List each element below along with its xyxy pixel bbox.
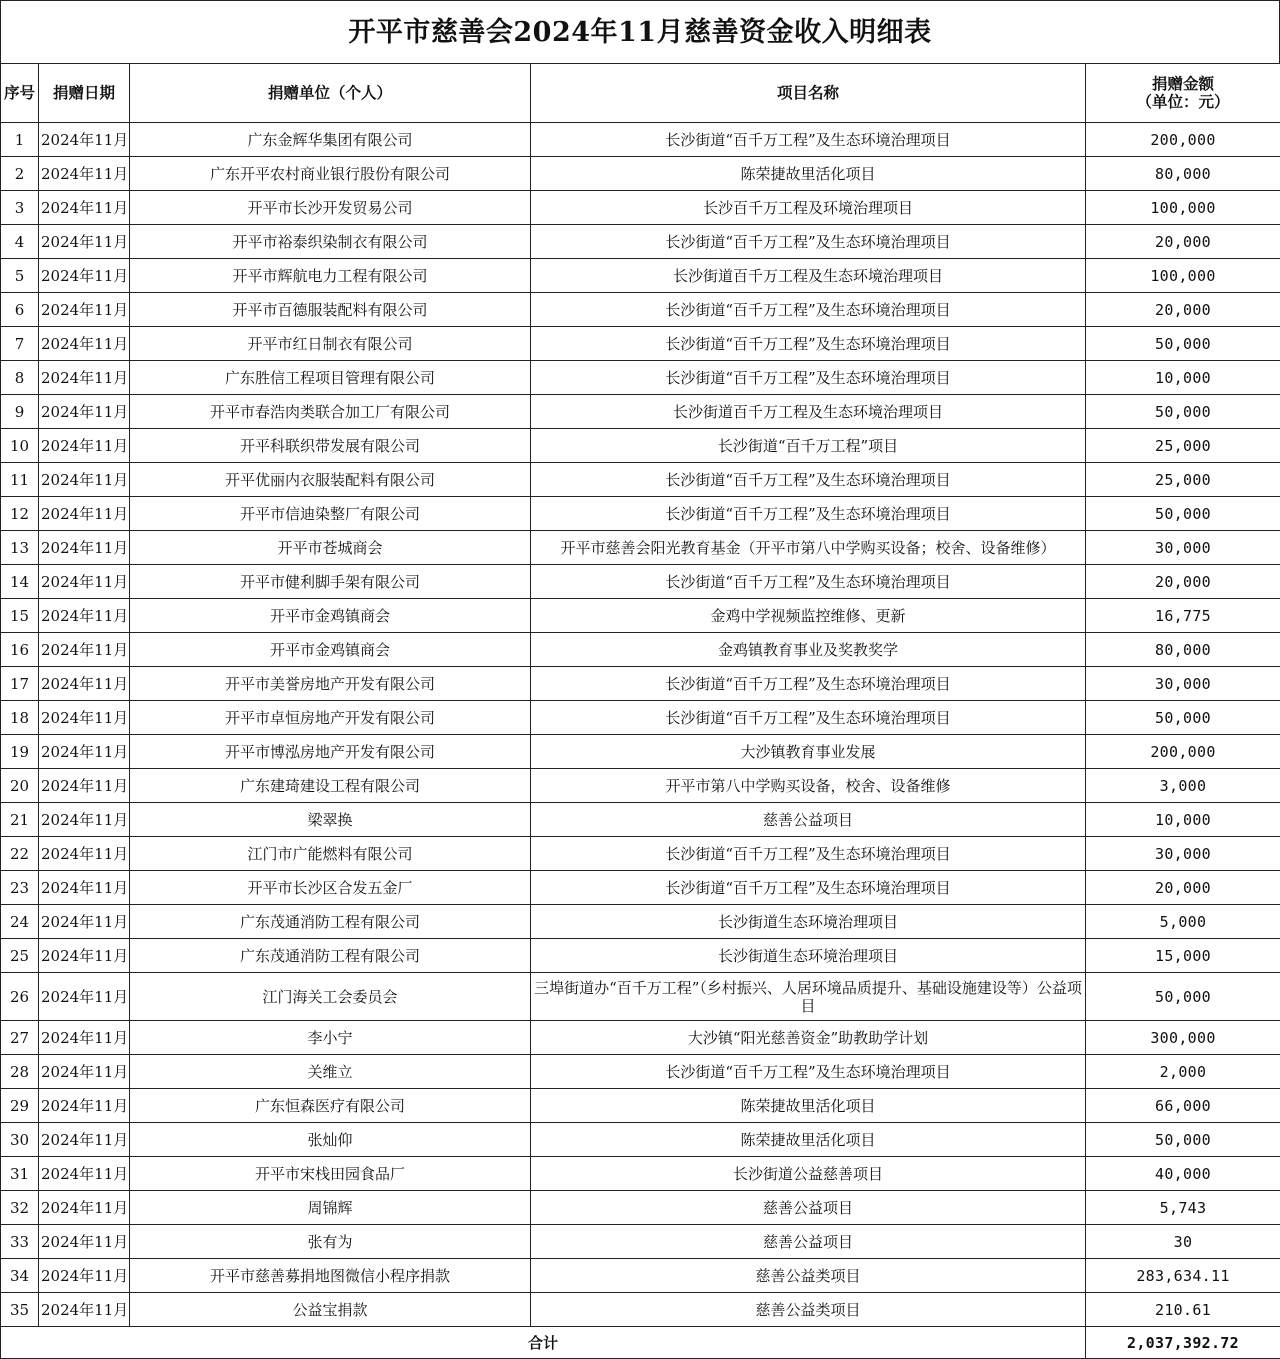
cell-no: 22 [1,837,39,871]
cell-no: 24 [1,905,39,939]
cell-date: 2024年11月 [39,871,130,905]
cell-donor: 开平市金鸡镇商会 [130,599,531,633]
cell-project: 长沙街道“百千万工程”及生态环境治理项目 [531,701,1086,735]
page-title: 开平市慈善会2024年11月慈善资金收入明细表 [0,0,1280,63]
table-row [1,531,1280,565]
cell-no: 8 [1,361,39,395]
cell-project: 陈荣捷故里活化项目 [531,157,1086,191]
cell-donor: 广东建琦建设工程有限公司 [130,769,531,803]
cell-no: 30 [1,1123,39,1157]
cell-amount: 2,000 [1086,1055,1280,1089]
cell-no: 5 [1,259,39,293]
cell-date: 2024年11月 [39,565,130,599]
table-row [1,157,1280,191]
table-row [1,599,1280,633]
cell-amount: 80,000 [1086,633,1280,667]
cell-amount: 10,000 [1086,803,1280,837]
cell-amount: 100,000 [1086,191,1280,225]
cell-project: 慈善公益项目 [531,1225,1086,1259]
cell-no: 34 [1,1259,39,1293]
cell-no: 27 [1,1021,39,1055]
cell-date: 2024年11月 [39,905,130,939]
table-row [1,633,1280,667]
table-row [1,769,1280,803]
cell-no: 20 [1,769,39,803]
table-row [1,1259,1280,1293]
cell-no: 15 [1,599,39,633]
cell-date: 2024年11月 [39,191,130,225]
cell-date: 2024年11月 [39,327,130,361]
cell-date: 2024年11月 [39,803,130,837]
cell-date: 2024年11月 [39,293,130,327]
cell-amount: 30,000 [1086,531,1280,565]
cell-date: 2024年11月 [39,939,130,973]
cell-donor: 开平市百德服装配料有限公司 [130,293,531,327]
cell-donor: 广东茂通消防工程有限公司 [130,905,531,939]
cell-project: 陈荣捷故里活化项目 [531,1089,1086,1123]
cell-date: 2024年11月 [39,531,130,565]
cell-project: 长沙街道“百千万工程”及生态环境治理项目 [531,497,1086,531]
table-row [1,905,1280,939]
cell-amount: 20,000 [1086,871,1280,905]
table-row [1,1293,1280,1327]
table-row [1,191,1280,225]
cell-no: 33 [1,1225,39,1259]
cell-donor: 张有为 [130,1225,531,1259]
cell-date: 2024年11月 [39,259,130,293]
cell-date: 2024年11月 [39,1293,130,1327]
cell-project: 长沙街道“百千万工程”及生态环境治理项目 [531,327,1086,361]
cell-project: 长沙街道百千万工程及生态环境治理项目 [531,259,1086,293]
cell-donor: 江门市广能燃料有限公司 [130,837,531,871]
cell-donor: 关维立 [130,1055,531,1089]
cell-amount: 25,000 [1086,429,1280,463]
cell-no: 25 [1,939,39,973]
cell-no: 26 [1,973,39,1021]
cell-date: 2024年11月 [39,225,130,259]
cell-project: 长沙街道生态环境治理项目 [531,939,1086,973]
cell-donor: 公益宝捐款 [130,1293,531,1327]
table-row [1,939,1280,973]
cell-date: 2024年11月 [39,837,130,871]
cell-no: 2 [1,157,39,191]
cell-donor: 周锦辉 [130,1191,531,1225]
cell-amount: 5,000 [1086,905,1280,939]
cell-donor: 开平市慈善募捐地图微信小程序捐款 [130,1259,531,1293]
header-date: 捐赠日期 [39,64,130,123]
cell-no: 18 [1,701,39,735]
cell-no: 31 [1,1157,39,1191]
table-row [1,973,1280,1021]
table-row [1,701,1280,735]
cell-project: 长沙街道“百千万工程”及生态环境治理项目 [531,1055,1086,1089]
cell-amount: 200,000 [1086,123,1280,157]
table-row [1,565,1280,599]
header-amount-line1: 捐赠金额 [1088,75,1278,93]
cell-project: 大沙镇教育事业发展 [531,735,1086,769]
cell-amount: 50,000 [1086,327,1280,361]
table-row [1,1021,1280,1055]
donation-table [0,63,1280,1359]
header-donor: 捐赠单位（个人） [130,64,531,123]
table-row [1,1123,1280,1157]
header-amount [1086,64,1280,123]
cell-amount: 20,000 [1086,293,1280,327]
cell-donor: 开平市宋栈田园食品厂 [130,1157,531,1191]
cell-donor: 开平市春浩肉类联合加工厂有限公司 [130,395,531,429]
cell-no: 13 [1,531,39,565]
table-row [1,803,1280,837]
table-row [1,259,1280,293]
cell-amount: 66,000 [1086,1089,1280,1123]
cell-project: 三埠街道办“百千万工程”（乡村振兴、人居环境品质提升、基础设施建设等）公益项目 [531,973,1086,1021]
cell-donor: 开平市长沙开发贸易公司 [130,191,531,225]
cell-amount: 50,000 [1086,1123,1280,1157]
table-row [1,1191,1280,1225]
table-row [1,123,1280,157]
total-row [1,1327,1280,1359]
cell-donor: 广东胜信工程项目管理有限公司 [130,361,531,395]
cell-amount: 40,000 [1086,1157,1280,1191]
cell-donor: 开平市红日制衣有限公司 [130,327,531,361]
cell-project: 长沙街道“百千万工程”及生态环境治理项目 [531,837,1086,871]
cell-donor: 开平市金鸡镇商会 [130,633,531,667]
cell-date: 2024年11月 [39,1225,130,1259]
table-row [1,361,1280,395]
cell-date: 2024年11月 [39,735,130,769]
table-row [1,1157,1280,1191]
cell-no: 17 [1,667,39,701]
table-body [1,123,1280,1327]
cell-amount: 3,000 [1086,769,1280,803]
cell-donor: 开平优丽内衣服装配料有限公司 [130,463,531,497]
cell-project: 金鸡中学视频监控维修、更新 [531,599,1086,633]
cell-amount: 300,000 [1086,1021,1280,1055]
table-row [1,497,1280,531]
cell-donor: 江门海关工会委员会 [130,973,531,1021]
cell-amount: 20,000 [1086,565,1280,599]
cell-project: 长沙街道“百千万工程”及生态环境治理项目 [531,871,1086,905]
cell-amount: 50,000 [1086,701,1280,735]
cell-date: 2024年11月 [39,1259,130,1293]
cell-donor: 广东茂通消防工程有限公司 [130,939,531,973]
cell-no: 12 [1,497,39,531]
cell-amount: 10,000 [1086,361,1280,395]
cell-date: 2024年11月 [39,701,130,735]
cell-donor: 李小宁 [130,1021,531,1055]
cell-donor: 开平市美誉房地产开发有限公司 [130,667,531,701]
table-row [1,667,1280,701]
cell-no: 4 [1,225,39,259]
cell-donor: 开平市辉航电力工程有限公司 [130,259,531,293]
cell-project: 慈善公益类项目 [531,1293,1086,1327]
cell-project: 长沙街道“百千万工程”及生态环境治理项目 [531,667,1086,701]
cell-project: 长沙街道百千万工程及生态环境治理项目 [531,395,1086,429]
cell-project: 开平市第八中学购买设备，校舍、设备维修 [531,769,1086,803]
cell-date: 2024年11月 [39,463,130,497]
cell-amount: 30 [1086,1225,1280,1259]
cell-project: 慈善公益项目 [531,803,1086,837]
header-amount-line2: （单位：元） [1088,93,1278,111]
cell-amount: 200,000 [1086,735,1280,769]
cell-project: 长沙街道“百千万工程”及生态环境治理项目 [531,361,1086,395]
cell-donor: 开平市健利脚手架有限公司 [130,565,531,599]
cell-project: 长沙街道“百千万工程”及生态环境治理项目 [531,123,1086,157]
cell-project: 开平市慈善会阳光教育基金（开平市第八中学购买设备；校舍、设备维修） [531,531,1086,565]
cell-project: 长沙街道“百千万工程”及生态环境治理项目 [531,565,1086,599]
cell-date: 2024年11月 [39,769,130,803]
table-row [1,837,1280,871]
cell-donor: 开平市长沙区合发五金厂 [130,871,531,905]
cell-project: 长沙街道生态环境治理项目 [531,905,1086,939]
cell-no: 19 [1,735,39,769]
cell-no: 1 [1,123,39,157]
cell-project: 长沙街道公益慈善项目 [531,1157,1086,1191]
cell-project: 长沙街道“百千万工程”及生态环境治理项目 [531,293,1086,327]
cell-no: 6 [1,293,39,327]
cell-donor: 广东金辉华集团有限公司 [130,123,531,157]
cell-amount: 50,000 [1086,973,1280,1021]
cell-project: 长沙百千万工程及环境治理项目 [531,191,1086,225]
cell-donor: 开平市裕泰织染制衣有限公司 [130,225,531,259]
cell-no: 23 [1,871,39,905]
cell-date: 2024年11月 [39,157,130,191]
cell-date: 2024年11月 [39,1123,130,1157]
cell-no: 10 [1,429,39,463]
cell-date: 2024年11月 [39,497,130,531]
cell-date: 2024年11月 [39,361,130,395]
cell-amount: 50,000 [1086,497,1280,531]
total-label: 合计 [1,1327,1086,1359]
table-row [1,395,1280,429]
cell-no: 28 [1,1055,39,1089]
table-row [1,463,1280,497]
cell-project: 慈善公益项目 [531,1191,1086,1225]
table-row [1,1055,1280,1089]
cell-project: 陈荣捷故里活化项目 [531,1123,1086,1157]
cell-date: 2024年11月 [39,633,130,667]
cell-date: 2024年11月 [39,395,130,429]
table-row [1,1225,1280,1259]
cell-donor: 张灿仰 [130,1123,531,1157]
cell-no: 3 [1,191,39,225]
cell-date: 2024年11月 [39,1021,130,1055]
cell-date: 2024年11月 [39,1089,130,1123]
cell-no: 14 [1,565,39,599]
cell-no: 29 [1,1089,39,1123]
cell-no: 16 [1,633,39,667]
cell-amount: 16,775 [1086,599,1280,633]
table-row [1,293,1280,327]
cell-amount: 15,000 [1086,939,1280,973]
cell-no: 7 [1,327,39,361]
table-row [1,871,1280,905]
cell-date: 2024年11月 [39,429,130,463]
cell-donor: 广东恒森医疗有限公司 [130,1089,531,1123]
header-project: 项目名称 [531,64,1086,123]
cell-date: 2024年11月 [39,667,130,701]
table-row [1,735,1280,769]
total-amount: 2,037,392.72 [1086,1327,1280,1359]
cell-date: 2024年11月 [39,1157,130,1191]
cell-amount: 25,000 [1086,463,1280,497]
cell-donor: 开平市苍城商会 [130,531,531,565]
cell-date: 2024年11月 [39,973,130,1021]
table-row [1,225,1280,259]
cell-amount: 20,000 [1086,225,1280,259]
cell-no: 35 [1,1293,39,1327]
table-header-row [1,64,1280,123]
cell-project: 长沙街道“百千万工程”及生态环境治理项目 [531,225,1086,259]
cell-donor: 梁翠换 [130,803,531,837]
cell-no: 21 [1,803,39,837]
cell-donor: 开平市博泓房地产开发有限公司 [130,735,531,769]
cell-amount: 80,000 [1086,157,1280,191]
cell-donor: 开平科联织带发展有限公司 [130,429,531,463]
cell-donor: 广东开平农村商业银行股份有限公司 [130,157,531,191]
cell-no: 9 [1,395,39,429]
table-row [1,1089,1280,1123]
cell-date: 2024年11月 [39,599,130,633]
table-row [1,327,1280,361]
cell-amount: 30,000 [1086,667,1280,701]
cell-date: 2024年11月 [39,123,130,157]
cell-donor: 开平市卓恒房地产开发有限公司 [130,701,531,735]
cell-amount: 5,743 [1086,1191,1280,1225]
cell-amount: 30,000 [1086,837,1280,871]
cell-no: 11 [1,463,39,497]
cell-date: 2024年11月 [39,1055,130,1089]
cell-amount: 50,000 [1086,395,1280,429]
cell-project: 长沙街道“百千万工程”项目 [531,429,1086,463]
header-no: 序号 [1,64,39,123]
table-row [1,429,1280,463]
cell-no: 32 [1,1191,39,1225]
cell-project: 长沙街道“百千万工程”及生态环境治理项目 [531,463,1086,497]
cell-project: 慈善公益类项目 [531,1259,1086,1293]
cell-amount: 210.61 [1086,1293,1280,1327]
cell-date: 2024年11月 [39,1191,130,1225]
cell-project: 金鸡镇教育事业及奖教奖学 [531,633,1086,667]
cell-amount: 283,634.11 [1086,1259,1280,1293]
cell-donor: 开平市信迪染整厂有限公司 [130,497,531,531]
cell-project: 大沙镇“阳光慈善资金”助教助学计划 [531,1021,1086,1055]
cell-amount: 100,000 [1086,259,1280,293]
